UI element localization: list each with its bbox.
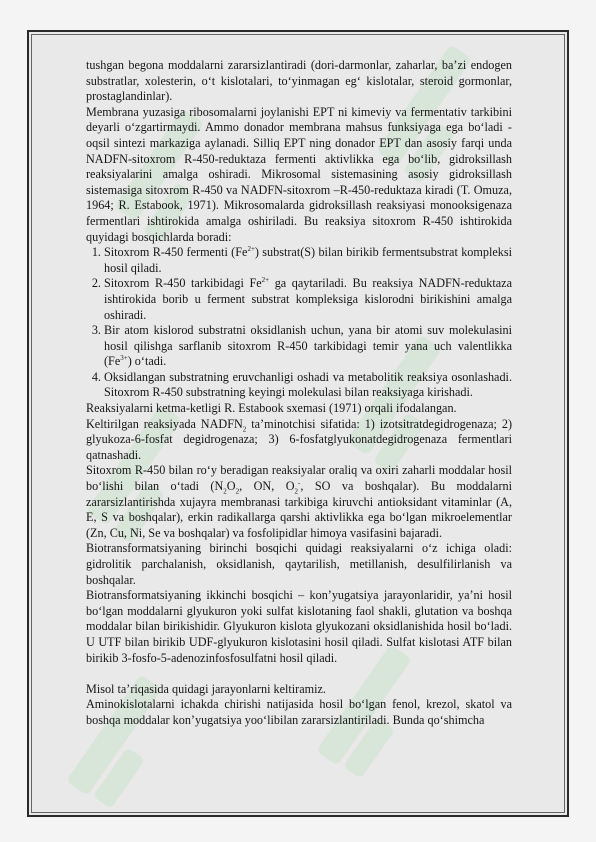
paragraph-2: Membrana yuzasiga ribosomalarni joylanishi EPT ni kimeviy va fermentativ tarkibini deyarli o‘zgartirmaydi. Ammo donador membrana mahsus funksiyaga ega bo‘ladi - oqsil sintezi markaziga aylanadi. Silliq EPT ning donador EPT dan asosiy farqi unda NADFN-sitoxrom R-450-reduktaza fermenti aktivlikka ega bo‘lib, gidroksillash reaksiyalarini amalga oshiradi. Mikrosomal sistemasining asosiy gidroksillash sistemasiga sitoxrom R-450 va NADFN-sitoxrom –R-450-reduktaza kiradi (T. Omuza, 1964; R. Estabook, 1971). Mikrosomalarda gidroksillash reaksiyasi monooksigenaza fermentlari ishtirokida amalga oshiriladi. Bu reaksiya sitoxrom R-450 ishtirokida quyidagi bosqichlarda boradi: [86, 104, 512, 244]
paragraph-3: Reaksiyalarni ketma-ketligi R. Estabook sxemasi (1971) orqali ifodalangan. [86, 401, 457, 416]
paragraph-6: Biotransformatsiyaning birinchi bosqichi quidagi reaksiyalarni o‘z ichiga oladi: gidrolitik parchalanish, oksidlanish, qaytarilish, metillanish, desulfilirlanish va boshqalar. [86, 541, 512, 587]
page-frame [27, 30, 569, 817]
paragraph-8: Misol ta’riqasida quidagi jarayonlarni keltiramiz. [86, 681, 326, 696]
list-item: 3. Bir atom kislorod substratni oksidlanish uchun, yana bir atomi suv molekulasini hosil qilishga sarflanib sitoxrom R-450 tarkibidagi temir yana uch valentlikka $(Fe^{3+})$ o‘tadi. [104, 323, 512, 370]
document-body [86, 58, 512, 729]
paragraph-1: tushgan begona moddalarni zararsizlantiradi (dori-darmonlar, zaharlar, ba’zi endogen substratlar, xolesterin, o‘t kislotalari, to‘yinmagan eg‘ kislotalar, steroid gormonlar, prostaglandinlar). [86, 58, 512, 104]
list-item: 1. Sitoxrom R-450 fermenti $(Fe^{2+})$ substrat(S) bilan birikib fermentsubstrat kompleksi hosil qiladi. [104, 245, 512, 276]
list-item: 2. Sitoxrom R-450 tarkibidagi $Fe^{2+}$ ga qaytariladi. Bu reaksiya NADFN-reduktaza ishtirokida borib u ferment substrat kompleksiga kislorodni birikishini amalga oshiradi. [104, 276, 512, 323]
list-item: 4. Oksidlangan substratning eruvchanligi oshadi va metabolitik reaksiya osonlashadi. Sitoxrom R-450 substratning keyingi molekulasi bilan reaksiyaga kirishadi. [104, 370, 512, 401]
paragraph-9: Aminokislotalarni ichakda chirishi natijasida hosil bo‘lgan fenol, krezol, skatol va boshqa moddalar kon’yugatsiya yoo‘libilan zararsizlantiriladi. Bunda qo‘shimcha [86, 697, 512, 727]
watermark-stroke [93, 747, 145, 809]
reaction-steps-list [86, 245, 512, 401]
paragraph-5: Sitoxrom R-450 bilan ro‘y beradigan reaksiyalar oraliq va oxiri zaharli moddalar hosil bo‘lishi bilan o‘tadi ($N_2O_2$, ON, $O_2^-$, SO va boshqalar). Bu moddalarni zararsizlantirishda xujayra membranasi tarkibiga kiruvchi antioksidant vitaminlar (A, E, S va boshqalar), erkin radikallarga qarshi aktivlikka ega bo‘lgan mikroelementlar (Zn, Cu, Ni, Se va boshqalar) va fosfolipidlar himoya vasifasini bajaradi. [86, 463, 512, 540]
paragraph-4: Keltirilgan reaksiyada $NADFN_2$ ta’minotchisi sifatida: 1) izotsitratdegidrogenaza; 2) glyukoza-6-fosfat degidrogenaza; 3) 6-fosfatglyukonatdegidrogenaza fermentlari qatnashadi. [86, 416, 512, 462]
paragraph-gap [86, 666, 512, 682]
paragraph-7: Biotransformatsiyaning ikkinchi bosqichi – kon’yugatsiya jarayonlaridir, ya’ni hosil bo‘lgan moddalarni glyukuron yoki sulfat kislotaning faol shakli, glutation va boshqa moddalar bilan birikishidir. Glyukuron kislota glyukozani oksidlanishida hosil bo‘ladi. U UTF bilan birikib UDF-glyukuron kislotasini hosil qiladi. Sulfat kislotasi ATF bilan birikib 3-fosfo-5-adenozinfosfosulfatni hosil qiladi. [86, 588, 512, 665]
